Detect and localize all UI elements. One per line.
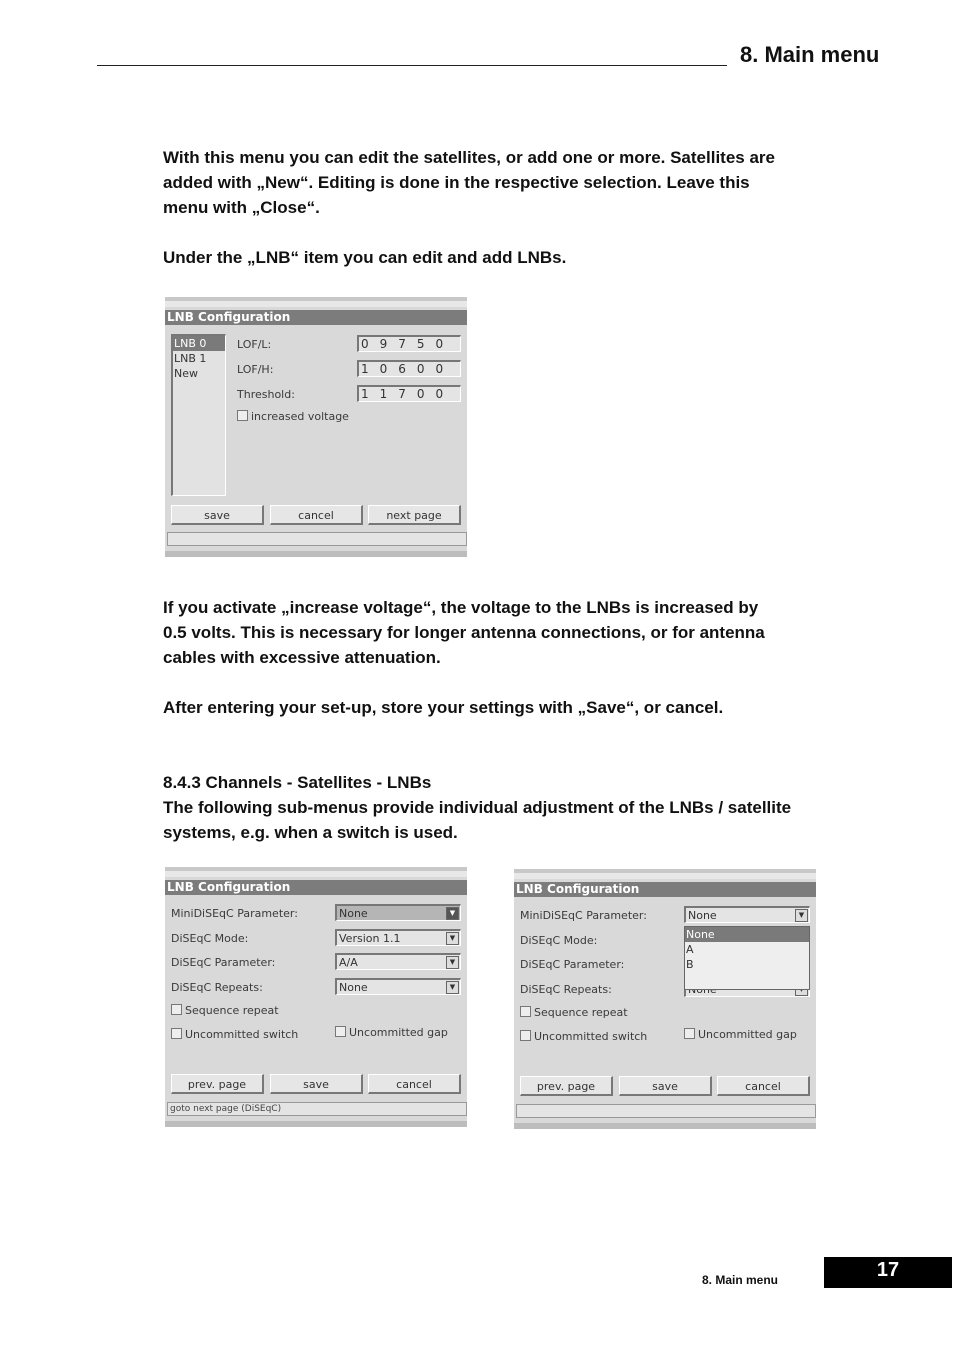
checkbox-label: increased voltage	[251, 410, 349, 423]
next-page-button[interactable]: next page	[368, 505, 461, 525]
diseqc-parameter-select[interactable]	[335, 953, 461, 970]
sequence-repeat-checkbox[interactable]	[520, 1006, 628, 1019]
save-paragraph: After entering your set-up, store your settings with „Save“, or cancel.	[163, 698, 724, 717]
intro-paragraph-2: Under the „LNB“ item you can edit and add LNBs.	[163, 248, 567, 267]
lof-h-label: LOF/H:	[237, 363, 274, 376]
status-bar	[516, 1104, 816, 1118]
sequence-repeat-checkbox[interactable]	[171, 1004, 279, 1017]
diseqc-repeats-label: DiSEqC Repeats:	[520, 983, 612, 996]
checkbox-icon	[171, 1028, 182, 1039]
dialog-bottom-strip	[165, 1121, 467, 1127]
chevron-down-icon[interactable]: ▼	[446, 932, 459, 945]
status-bar: goto next page (DiSEqC)	[167, 1102, 467, 1116]
text-line: added with „New“. Editing is done in the respective selection. Leave this	[163, 173, 750, 192]
text-line: systems, e.g. when a switch is used.	[163, 823, 458, 842]
section-body	[163, 795, 823, 845]
lof-l-field[interactable]: 09750	[357, 335, 461, 352]
diseqc-config-dialog	[165, 867, 467, 1127]
checkbox-label: Sequence repeat	[534, 1006, 628, 1019]
checkbox-label: Sequence repeat	[185, 1004, 279, 1017]
dialog-top-strip	[165, 301, 467, 307]
dialog-top-strip	[514, 873, 816, 879]
dialog-title: LNB Configuration	[514, 882, 816, 897]
uncommitted-switch-checkbox[interactable]	[520, 1030, 647, 1043]
dropdown-option[interactable]: None	[685, 927, 809, 942]
cancel-button[interactable]: cancel	[368, 1074, 461, 1094]
page-title: 8. Main menu	[740, 42, 880, 67]
select-value: None	[339, 907, 368, 920]
lof-h-field[interactable]: 10600	[357, 360, 461, 377]
chevron-down-icon[interactable]: ▼	[446, 981, 459, 994]
select-value: None	[688, 909, 717, 922]
page-number: 17	[824, 1257, 952, 1288]
diseqc-mode-select[interactable]	[335, 929, 461, 946]
uncommitted-gap-checkbox[interactable]	[684, 1028, 797, 1041]
select-value: None	[339, 981, 368, 994]
lnb-config-dialog	[165, 297, 467, 557]
minidiseqc-select[interactable]	[335, 904, 461, 921]
minidiseqc-select[interactable]	[684, 906, 810, 923]
status-bar	[167, 532, 467, 546]
dialog-title: LNB Configuration	[165, 880, 467, 895]
cancel-button[interactable]: cancel	[717, 1076, 810, 1096]
checkbox-icon	[520, 1030, 531, 1041]
save-button[interactable]: save	[619, 1076, 712, 1096]
checkbox-icon	[684, 1028, 695, 1039]
text-line: cables with excessive attenuation.	[163, 648, 441, 667]
select-value: Version 1.1	[339, 932, 401, 945]
chevron-down-icon[interactable]: ▼	[795, 909, 808, 922]
chevron-down-icon[interactable]: ▼	[446, 956, 459, 969]
threshold-field[interactable]: 11700	[357, 385, 461, 402]
list-item[interactable]: LNB 0	[173, 336, 225, 351]
minidiseqc-label: MiniDiSEqC Parameter:	[171, 907, 298, 920]
section-heading: 8.4.3 Channels - Satellites - LNBs	[163, 773, 432, 792]
threshold-label: Threshold:	[237, 388, 295, 401]
dialog-top-strip	[165, 871, 467, 877]
dialog-bottom-strip	[165, 551, 467, 557]
checkbox-icon	[335, 1026, 346, 1037]
save-button[interactable]: save	[171, 505, 264, 525]
checkbox-icon	[237, 410, 248, 421]
dialog-title: LNB Configuration	[165, 310, 467, 325]
footer-section-label: 8. Main menu	[702, 1273, 779, 1287]
minidiseqc-dropdown-list[interactable]	[684, 926, 810, 990]
diseqc-parameter-label: DiSEqC Parameter:	[171, 956, 276, 969]
uncommitted-switch-checkbox[interactable]	[171, 1028, 298, 1041]
increased-voltage-checkbox[interactable]	[237, 410, 349, 423]
text-line: 0.5 volts. This is necessary for longer antenna connections, or for antenna	[163, 623, 765, 642]
diseqc-repeats-label: DiSEqC Repeats:	[171, 981, 263, 994]
diseqc-parameter-label: DiSEqC Parameter:	[520, 958, 625, 971]
dialog-bottom-strip	[514, 1123, 816, 1129]
checkbox-icon	[520, 1006, 531, 1017]
minidiseqc-label: MiniDiSEqC Parameter:	[520, 909, 647, 922]
dropdown-option[interactable]: B	[686, 958, 694, 971]
diseqc-repeats-select[interactable]	[335, 978, 461, 995]
checkbox-label: Uncommitted switch	[534, 1030, 648, 1043]
text-line: menu with „Close“.	[163, 198, 320, 217]
diseqc-mode-label: DiSEqC Mode:	[171, 932, 249, 945]
save-button[interactable]: save	[270, 1074, 363, 1094]
checkbox-icon	[171, 1004, 182, 1015]
header-rule	[97, 65, 727, 66]
diseqc-mode-label: DiSEqC Mode:	[520, 934, 598, 947]
text-line: If you activate „increase voltage“, the voltage to the LNBs is increased by	[163, 598, 759, 617]
list-item[interactable]: New	[174, 367, 198, 380]
diseqc-config-dialog-dropdown	[514, 869, 816, 1129]
text-line: With this menu you can edit the satellites, or add one or more. Satellites are	[163, 148, 775, 167]
checkbox-label: Uncommitted gap	[349, 1026, 448, 1039]
cancel-button[interactable]: cancel	[270, 505, 363, 525]
lnb-listbox[interactable]	[171, 334, 226, 496]
prev-page-button[interactable]: prev. page	[520, 1076, 613, 1096]
voltage-paragraph	[163, 595, 823, 670]
select-value: A/A	[339, 956, 358, 969]
uncommitted-gap-checkbox[interactable]	[335, 1026, 448, 1039]
dropdown-option[interactable]: A	[686, 943, 694, 956]
prev-page-button[interactable]: prev. page	[171, 1074, 264, 1094]
intro-paragraph	[163, 145, 823, 220]
text-line: The following sub-menus provide individual adjustment of the LNBs / satellite	[163, 798, 792, 817]
chevron-down-icon[interactable]: ▼	[446, 907, 459, 920]
lof-l-label: LOF/L:	[237, 338, 272, 351]
checkbox-label: Uncommitted gap	[698, 1028, 797, 1041]
list-item[interactable]: LNB 1	[174, 352, 207, 365]
checkbox-label: Uncommitted switch	[185, 1028, 299, 1041]
